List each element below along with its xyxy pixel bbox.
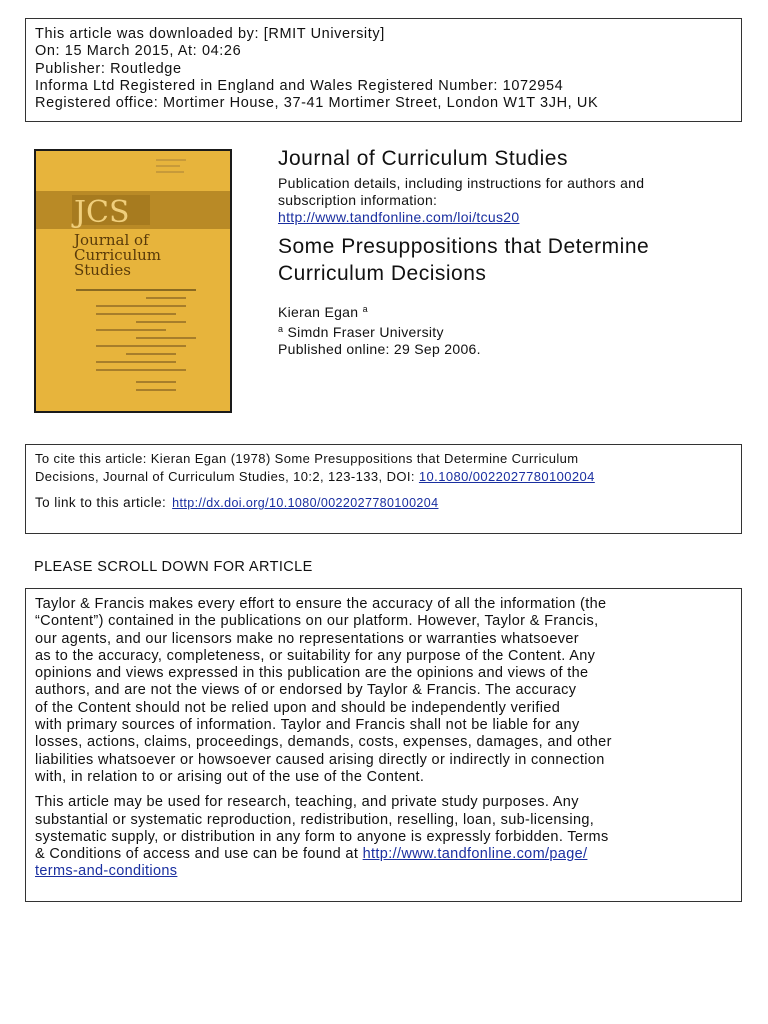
terms-link-continued[interactable]: terms-and-conditions (35, 863, 178, 880)
download-line: On: 15 March 2015, At: 04:26 (35, 43, 242, 60)
disclaimer-paragraph: Taylor & Francis makes every effort to ensure the accuracy of all the information (the “Content”) contained in the publications on our platform. However, Taylor & Francis, our agents, and our licensors make no representations or warranties whatsoever as to the accuracy, completeness, or suitability for any purpose of the Content. Any opinions and views expressed in this publication are the opinions and views of the authors, and are not the views of or endorsed by Taylor & Francis. The accuracy of the Content should not be relied upon and should be independently verified with primary sources of information. Taylor and Francis shall not be liable for any losses, actions, claims, proceedings, demands, costs, expenses, damages, and other liabilities whatsoever or howsoever caused arising directly or indirectly in connection with, in relation to or arising out of the use of the Content. (35, 596, 612, 785)
download-line: This article was downloaded by: [RMIT University] (35, 26, 385, 42)
published-date: Published online: 29 Sep 2006. (278, 341, 481, 358)
author: Kieran Egan $^a$ (278, 304, 368, 321)
usage-paragraph: This article may be used for research, teaching, and private study purposes. Any substantial or systematic reproduction, redistribution, reselling, loan, sub-licensing, systematic supply, or distribution in any form to anyone is expressly forbidden. Terms & Conditions of access and use can be found at http://www.tandfonline.com/page/ terms-and-conditions (35, 794, 609, 880)
cover-logo: JCS (74, 195, 130, 230)
citation-box (25, 444, 742, 534)
article-title: Some Presuppositions that Determine Curriculum Decisions (278, 235, 650, 285)
download-notice-box (25, 18, 742, 122)
journal-cover-image (34, 149, 232, 413)
disclaimer-box (25, 588, 742, 902)
publication-details: Publication details, including instructions for authors and subscription information: http://www.tandfonline.com/loi/tcus20 (278, 175, 645, 225)
download-line: Registered office: Mortimer House, 37-41 Mortimer Street, London W1T 3JH, UK (35, 95, 599, 112)
citation-text: To cite this article: Kieran Egan (1978) Some Presuppositions that Determine Curriculum Decisions, Journal of Curriculum Studies, 10:2, 123-133, DOI: 10.1080/0022027780100204 (35, 451, 595, 484)
cover-title: Journal of Curriculum Studies (74, 231, 162, 279)
journal-title: Journal of Curriculum Studies (278, 147, 568, 170)
article-metadata (278, 146, 748, 358)
download-line: Informa Ltd Registered in England and Wales Registered Number: 1072954 (35, 77, 564, 94)
download-line: Publisher: Routledge (35, 60, 182, 77)
scroll-down-note: PLEASE SCROLL DOWN FOR ARTICLE (34, 559, 313, 575)
article-doi-url-link[interactable]: http://dx.doi.org/10.1080/0022027780100204 (172, 496, 439, 510)
terms-link[interactable]: http://www.tandfonline.com/page/ (362, 846, 588, 863)
article-link-line: To link to this article: http://dx.doi.org/10.1080/0022027780100204 (35, 495, 439, 510)
doi-link[interactable]: 10.1080/0022027780100204 (418, 469, 595, 484)
journal-url-link[interactable]: http://www.tandfonline.com/loi/tcus20 (278, 209, 520, 225)
affiliation: $^a$ Simdn Fraser University (278, 324, 444, 341)
